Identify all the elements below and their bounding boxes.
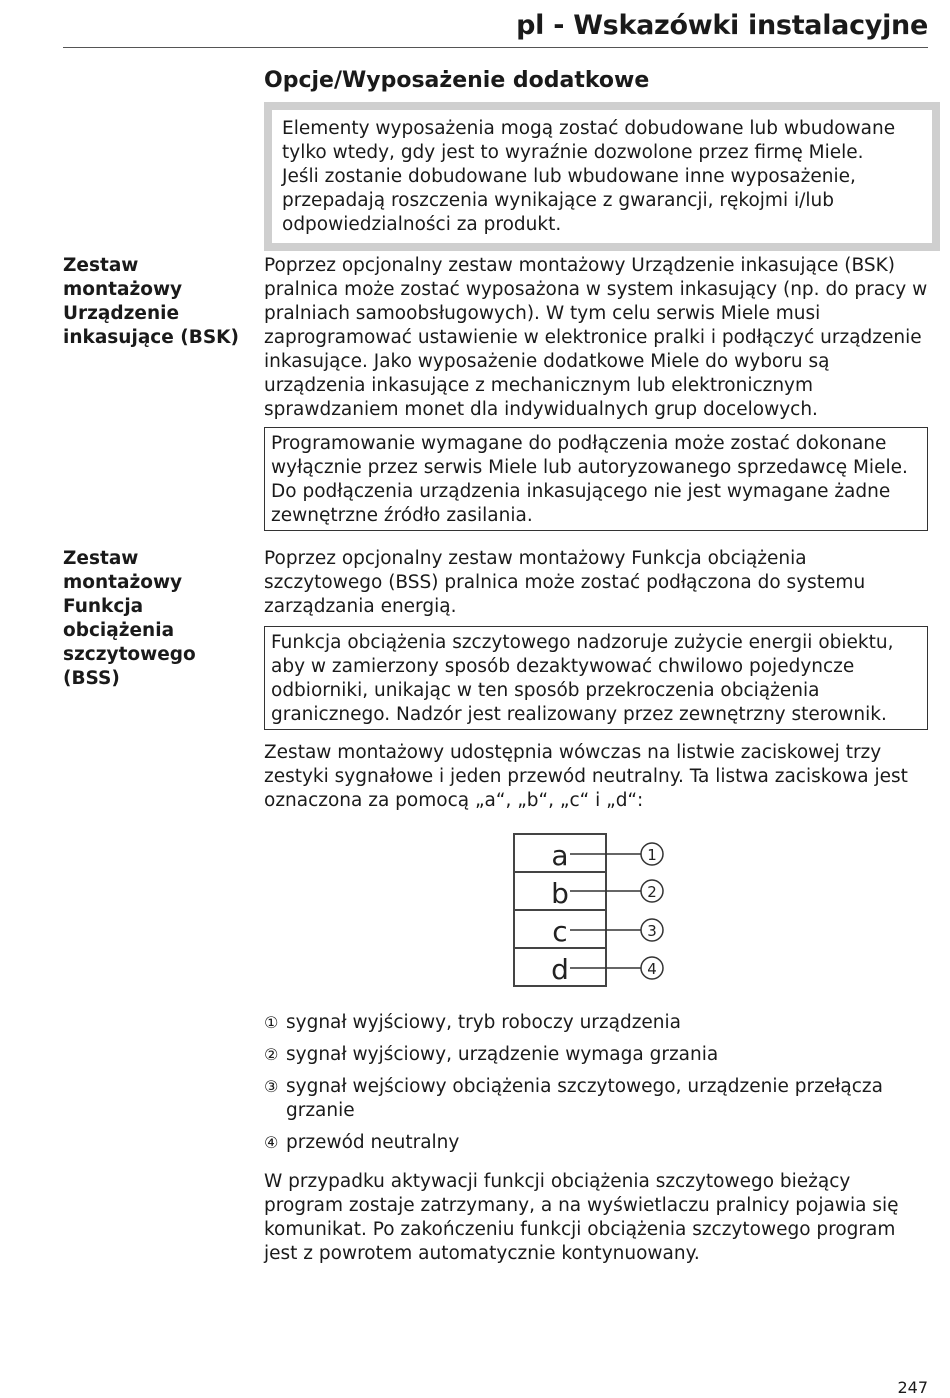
legend-item bbox=[264, 1075, 928, 1123]
callout-number: 1 bbox=[647, 846, 657, 864]
bss-paragraph: Poprzez opcjonalny zestaw montażowy Funkcja obciążenia szczytowego (BSS) pralnica może zostać podłączona do systemu zarządzania energią. bbox=[264, 548, 866, 617]
callout-number: 2 bbox=[647, 883, 657, 901]
terminal-strip-diagram bbox=[510, 832, 680, 996]
legend-marker: ② bbox=[264, 1045, 279, 1064]
bss-paragraph-2: Zestaw montażowy udostępnia wówczas na listwie zaciskowej trzy zestyki sygnałowe i jeden przewód neutralny. Ta listwa zaciskowa jest oznaczona za pomocą „a“, „b“, „c“ i „d“: bbox=[264, 742, 908, 811]
closing-paragraph: W przypadku aktywacji funkcji obciążenia szczytowego bieżący program zostaje zatrzymany, a na wyświetlaczu pralnicy pojawia się komunikat. Po zakończeniu funkcji obciążenia szczytowego program jest z powrotem automatycznie kontynuowany. bbox=[264, 1171, 899, 1264]
terminal-letter: d bbox=[551, 953, 569, 986]
page-number: 247 bbox=[897, 1378, 928, 1397]
page-header-title: pl - Wskazówki instalacyjne bbox=[516, 10, 928, 41]
legend-text: sygnał wyjściowy, urządzenie wymaga grzania bbox=[286, 1044, 719, 1065]
legend-text: sygnał wejściowy obciążenia szczytowego, urządzenie przełącza grzanie bbox=[286, 1076, 883, 1121]
bss-note-box: Funkcja obciążenia szczytowego nadzoruje zużycie energii obiektu, aby w zamierzony sposób dezaktywować chwilowo pojedyncze odbiorniki, unikając w ten sposób przekroczenia obciążenia granicznego. Nadzór jest realizowany przez zewnętrzny sterownik. bbox=[264, 626, 928, 730]
bsk-paragraph: Poprzez opcjonalny zestaw montażowy Urządzenie inkasujące (BSK) pralnica może zostać wyposażona w system inkasujący (np. do pracy w pralniach samoobsługowych). W tym celu serwis Miele musi zaprogramować ustawienie w elektronice pralki i podłączyć urządzenie inkasujące. Jako wyposażenie dodatkowe Miele do wyboru są urządzenia inkasujące z mechanicznym lub elektronicznym sprawdzaniem monet dla indywidualnych grup docelowych. bbox=[264, 255, 928, 420]
legend-marker: ④ bbox=[264, 1133, 279, 1152]
callout-number: 4 bbox=[647, 960, 657, 978]
bss-heading: Zestaw montażowy Funkcja obciążenia szczytowego (BSS) bbox=[63, 548, 196, 689]
legend-item bbox=[264, 1043, 928, 1067]
terminal-strip-svg bbox=[510, 832, 680, 992]
bsk-note-box: Programowanie wymagane do podłączenia może zostać dokonane wyłącznie przez serwis Miele lub autoryzowanego sprzedawcę Miele. Do podłączenia urządzenia inkasującego nie jest wymagane żadne zewnętrzne źródło zasilania. bbox=[264, 427, 928, 531]
callout-number: 3 bbox=[647, 922, 657, 940]
bsk-heading: Zestaw montażowy Urządzenie inkasujące (BSK) bbox=[63, 255, 239, 348]
legend-text: przewód neutralny bbox=[286, 1132, 460, 1153]
terminal-letter: c bbox=[552, 915, 568, 948]
terminal-letter: b bbox=[551, 877, 569, 910]
header-divider bbox=[63, 47, 928, 48]
warning-paragraph-1: Elementy wyposażenia mogą zostać dobudowane lub wbudowane tylko wtedy, gdy jest to wyraźnie dozwolone przez firmę Miele. bbox=[282, 118, 896, 163]
legend-item bbox=[264, 1131, 928, 1155]
legend-marker: ① bbox=[264, 1013, 279, 1032]
warning-paragraph-2: Jeśli zostanie dobudowane lub wbudowane inne wyposażenie, przepadają roszczenia wynikające z gwarancji, rękojmi i/lub odpowiedzialności za produkt. bbox=[282, 166, 856, 235]
legend-text: sygnał wyjściowy, tryb roboczy urządzenia bbox=[286, 1012, 681, 1033]
legend-item bbox=[264, 1011, 928, 1035]
legend-marker: ③ bbox=[264, 1077, 279, 1096]
section-title: Opcje/Wyposażenie dodatkowe bbox=[264, 68, 650, 93]
terminal-letter: a bbox=[551, 839, 569, 872]
warning-box bbox=[264, 102, 940, 251]
